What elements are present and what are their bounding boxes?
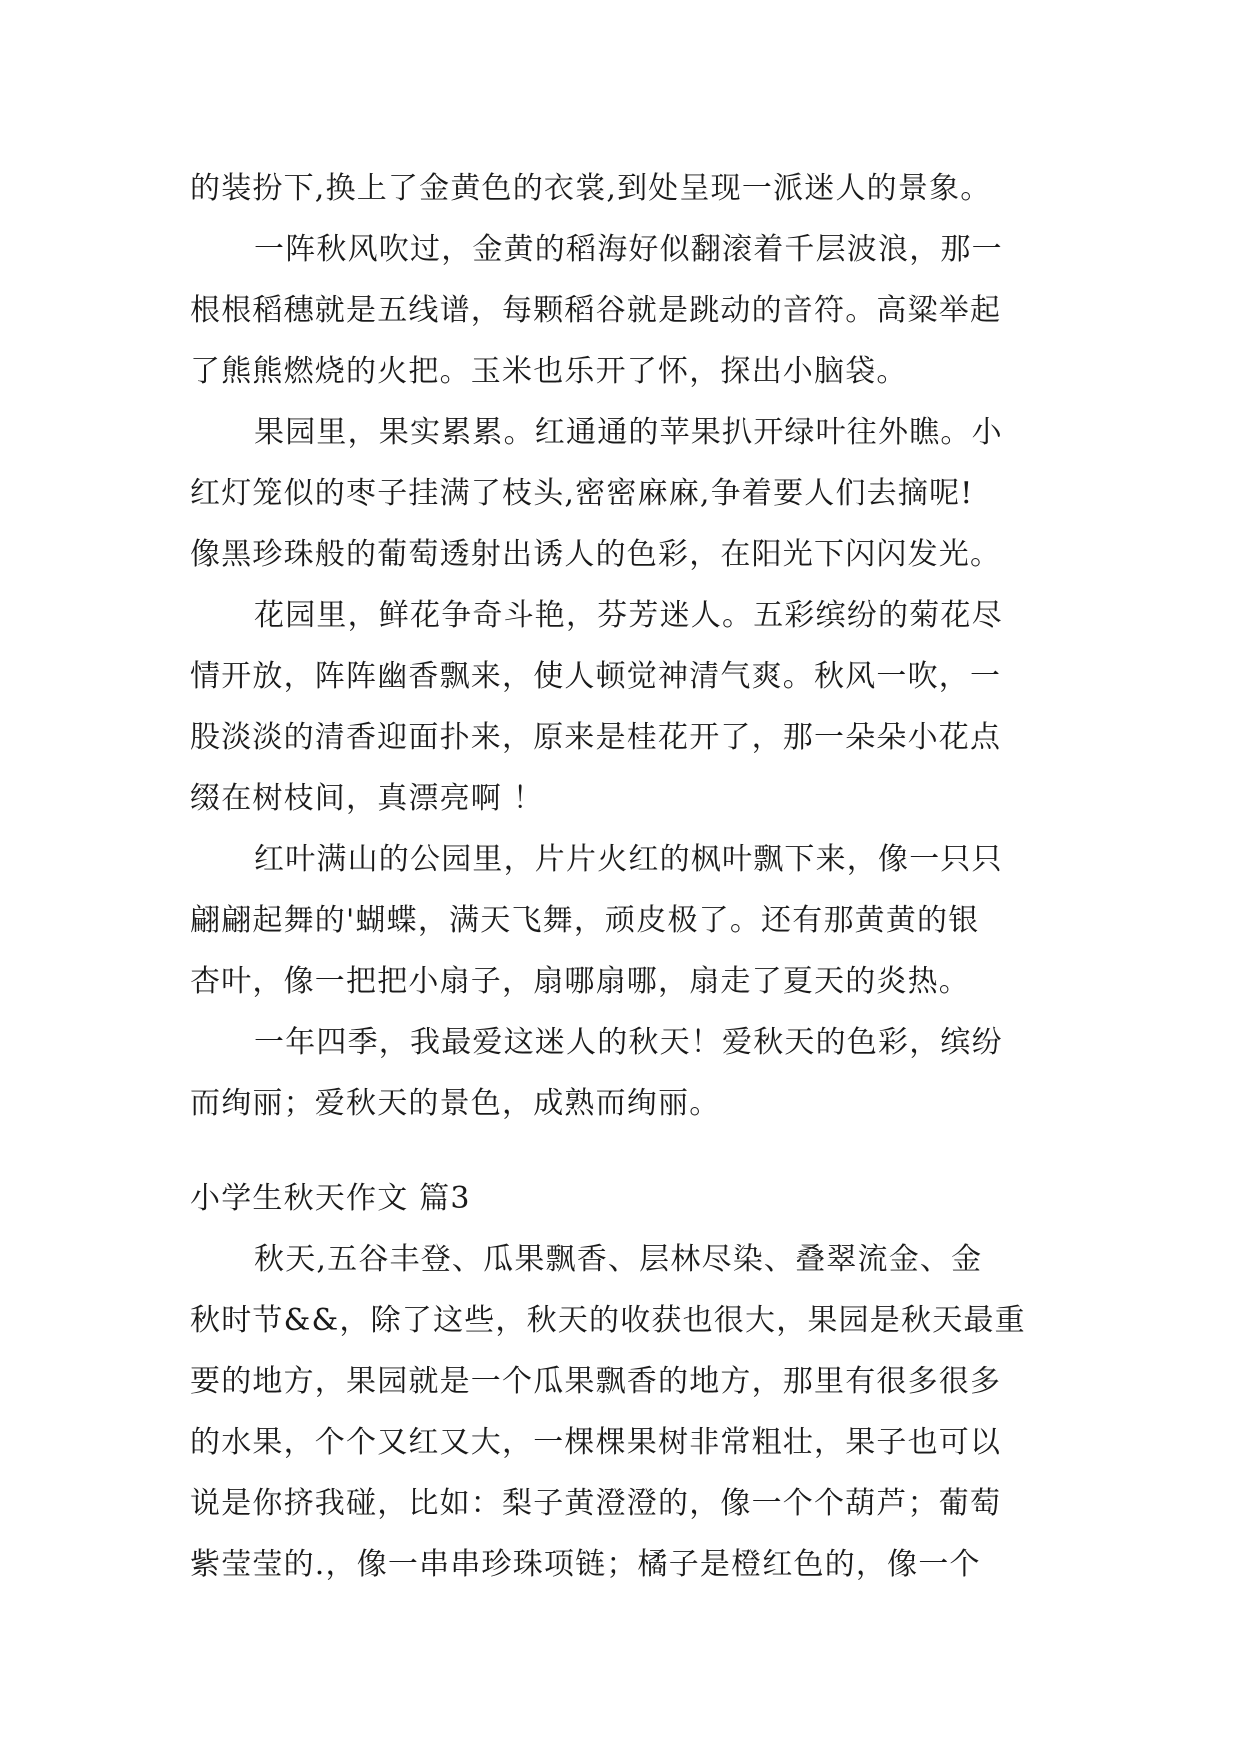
paragraph-start: 一阵秋风吹过，金黄的稻海好似翻滚着千层波浪，那一 — [254, 232, 1003, 267]
section-gap — [190, 1134, 1060, 1168]
paragraph-start: 秋天,五谷丰登、瓜果飘香、层林尽染、叠翠流金、金 — [254, 1242, 983, 1277]
paragraph-start: 果园里，果实累累。红通通的苹果扒开绿叶往外瞧。小 — [254, 415, 1003, 450]
text-line: 说是你挤我碰，比如：梨子黄澄澄的，像一个个葫芦；葡萄 — [190, 1486, 1002, 1521]
text-line: 红灯笼似的枣子挂满了枝头,密密麻麻,争着要人们去摘呢! — [190, 476, 974, 511]
text-line: 缀在树枝间，真漂亮啊 ！ — [190, 781, 544, 816]
text-line: 像黑珍珠般的葡萄透射出诱人的色彩，在阳光下闪闪发光。 — [190, 537, 1002, 572]
section-heading: 小学生秋天作文 篇3 — [190, 1181, 471, 1216]
text-line: 的水果，个个又红又大，一棵棵果树非常粗壮，果子也可以 — [190, 1425, 1002, 1460]
text-line: 情开放，阵阵幽香飘来，使人顿觉神清气爽。秋风一吹，一 — [190, 659, 1002, 694]
text-line: 股淡淡的清香迎面扑来，原来是桂花开了，那一朵朵小花点 — [190, 720, 1002, 755]
text-line: 秋时节&&，除了这些，秋天的收获也很大，果园是秋天最重 — [190, 1303, 1026, 1338]
text-line: 了熊熊燃烧的火把。玉米也乐开了怀，探出小脑袋。 — [190, 354, 908, 389]
text-line: 根根稻穗就是五线谱，每颗稻谷就是跳动的音符。高粱举起 — [190, 293, 1002, 328]
text-line: 的装扮下,换上了金黄色的衣裳,到处呈现一派迷人的景象。 — [190, 171, 992, 206]
text-line: 而绚丽；爱秋天的景色，成熟而绚丽。 — [190, 1086, 721, 1121]
text-line: 紫莹莹的.，像一串串珍珠项链；橘子是橙红色的，像一个 — [190, 1547, 981, 1582]
text-line: 翩翩起舞的'蝴蝶，满天飞舞，顽皮极了。还有那黄黄的银 — [190, 903, 980, 938]
text-line: 杏叶，像一把把小扇子，扇哪扇哪，扇走了夏天的炎热。 — [190, 964, 970, 999]
paragraph-start: 一年四季，我最爱这迷人的秋天！爱秋天的色彩，缤纷 — [254, 1025, 1003, 1060]
document-body — [190, 158, 1060, 1595]
paragraph-start: 花园里，鲜花争奇斗艳，芬芳迷人。五彩缤纷的菊花尽 — [254, 598, 1003, 633]
paragraph-start: 红叶满山的公园里，片片火红的枫叶飘下来，像一只只 — [254, 842, 1003, 877]
text-line: 要的地方，果园就是一个瓜果飘香的地方，那里有很多很多 — [190, 1364, 1002, 1399]
